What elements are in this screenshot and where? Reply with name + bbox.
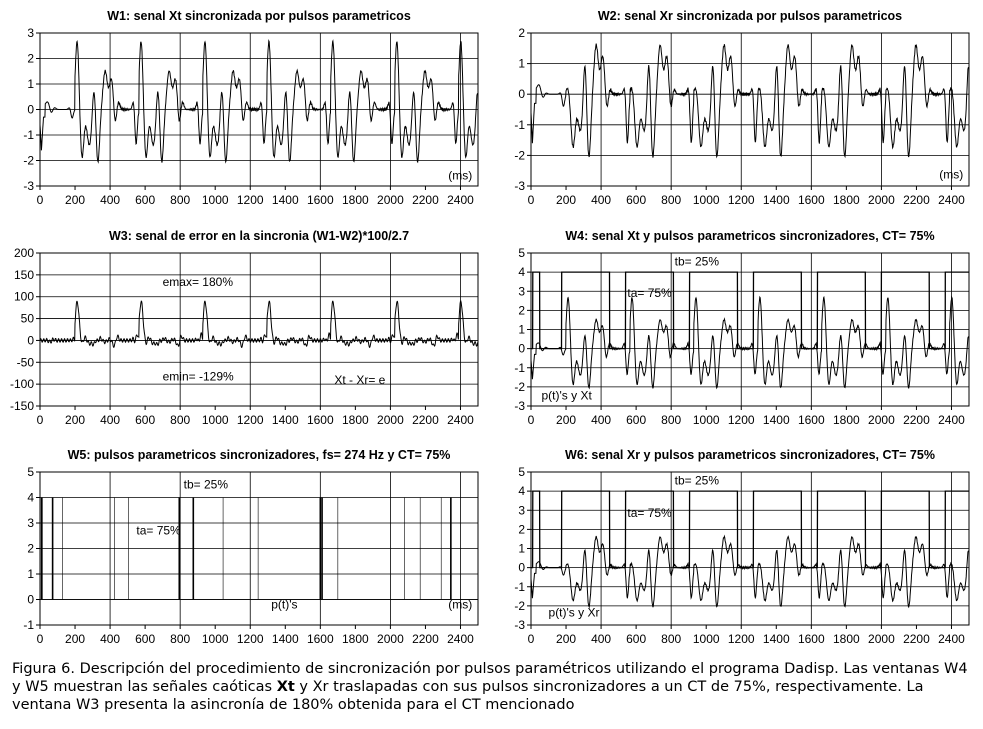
x-tick-label: 1600 [797, 413, 825, 427]
annotation-label: (ms) [939, 167, 964, 182]
x-tick-label: 2000 [377, 413, 404, 427]
y-tick-label: 1 [27, 567, 34, 581]
caption-bold-xt: Xt [276, 679, 295, 695]
x-tick-label: 1400 [271, 413, 299, 427]
x-tick-label: 1800 [833, 632, 860, 646]
x-tick-label: 1400 [271, 632, 299, 646]
y-tick-label: -1 [514, 360, 525, 375]
x-tick-label: 1800 [833, 413, 860, 427]
x-tick-label: 1000 [201, 632, 229, 646]
y-tick-label: 0 [27, 333, 34, 348]
x-tick-label: 0 [527, 413, 535, 427]
annotation-label: ta= 75% [627, 505, 672, 520]
panel-title-w2: W2: senal Xr sincronizada por pulsos parametricos [597, 9, 903, 23]
x-tick-label: 1400 [762, 413, 790, 427]
x-tick-label: 800 [170, 632, 191, 646]
x-tick-label: 0 [527, 193, 535, 207]
x-tick-label: 1600 [306, 632, 334, 646]
annotation-label: tb= 25% [674, 254, 720, 269]
x-tick-label: 200 [65, 193, 86, 207]
annotation-label: ta= 75% [136, 523, 181, 538]
plot-frame [531, 33, 969, 186]
x-tick-label: 600 [626, 193, 647, 207]
annotation-label: emin= -129% [162, 369, 234, 384]
y-tick-label: 3 [27, 26, 34, 40]
signal-series-line [531, 44, 969, 158]
x-tick-label: 1000 [201, 413, 229, 427]
x-tick-label: 2400 [447, 632, 474, 646]
panel-w5 [23, 448, 478, 646]
y-tick-label: 4 [518, 265, 525, 280]
y-tick-label: -3 [514, 618, 525, 632]
x-tick-label: 2000 [868, 193, 895, 207]
annotation-label: tb= 25% [674, 473, 720, 488]
y-tick-label: 5 [518, 465, 525, 479]
x-tick-label: 1400 [762, 193, 790, 207]
x-tick-label: 800 [661, 632, 682, 646]
annotation-label: p(t)'s y Xr [548, 605, 600, 620]
x-tick-label: 1600 [797, 193, 825, 207]
x-tick-label: 0 [527, 632, 535, 646]
x-tick-label: 1400 [762, 632, 790, 646]
y-tick-label: 2 [518, 303, 525, 318]
x-tick-label: 2200 [903, 193, 930, 207]
panel-title-w1: W1: senal Xt sincronizada por pulsos parametricos [107, 9, 411, 23]
panel-w6 [514, 448, 969, 646]
x-tick-label: 800 [170, 193, 191, 207]
x-tick-label: 1800 [833, 193, 860, 207]
x-tick-label: 400 [591, 632, 612, 646]
y-tick-label: -3 [514, 179, 525, 193]
y-tick-label: 2 [27, 51, 34, 66]
x-tick-label: 2400 [938, 632, 965, 646]
x-tick-label: 2200 [903, 413, 930, 427]
y-tick-label: 5 [27, 465, 34, 479]
plot-frame [40, 253, 478, 406]
signal-series-line [531, 297, 969, 388]
x-tick-label: 2000 [868, 413, 895, 427]
y-tick-label: 0 [518, 87, 525, 102]
panel-w2 [514, 9, 969, 207]
x-tick-label: 600 [626, 632, 647, 646]
x-tick-label: 200 [556, 632, 577, 646]
x-tick-label: 1000 [201, 193, 229, 207]
x-tick-label: 1600 [306, 413, 334, 427]
x-tick-label: 2200 [903, 632, 930, 646]
x-tick-label: 1800 [342, 413, 369, 427]
annotation-label: tb= 25% [183, 477, 229, 492]
x-tick-label: 2200 [412, 413, 439, 427]
y-tick-label: -1 [23, 618, 34, 632]
x-tick-label: 1200 [727, 193, 755, 207]
y-tick-label: 2 [518, 26, 525, 40]
x-tick-label: 600 [626, 413, 647, 427]
x-tick-label: 0 [36, 193, 44, 207]
x-tick-label: 0 [36, 413, 44, 427]
y-tick-label: 0 [518, 341, 525, 356]
panel-w1 [23, 9, 478, 207]
y-tick-label: -50 [16, 355, 34, 370]
panel-w4 [514, 229, 969, 427]
y-tick-label: 200 [13, 246, 34, 260]
x-tick-label: 1800 [342, 193, 369, 207]
x-tick-label: 200 [65, 632, 86, 646]
y-tick-label: 0 [27, 592, 34, 607]
x-tick-label: 2000 [377, 193, 404, 207]
x-tick-label: 600 [135, 193, 156, 207]
panel-title-w5: W5: pulsos parametricos sincronizadores, fs= 274 Hz y CT= 75% [67, 448, 451, 462]
y-tick-label: 3 [518, 284, 525, 299]
x-tick-label: 2400 [938, 413, 965, 427]
x-tick-label: 200 [556, 193, 577, 207]
y-tick-label: 4 [27, 490, 34, 505]
x-tick-label: 1400 [271, 193, 299, 207]
x-tick-label: 2400 [447, 193, 474, 207]
x-tick-label: 1000 [692, 193, 720, 207]
panel-title-w6: W6: senal Xr y pulsos parametricos sincronizadores, CT= 75% [565, 448, 935, 462]
x-tick-label: 1000 [692, 632, 720, 646]
y-tick-label: -3 [23, 179, 34, 193]
x-tick-label: 2000 [868, 632, 895, 646]
annotation-label: ta= 75% [627, 285, 672, 300]
y-tick-label: 100 [13, 289, 34, 304]
x-tick-label: 600 [135, 632, 156, 646]
y-tick-label: 5 [518, 246, 525, 260]
annotation-label: Xt - Xr= e [334, 373, 386, 388]
x-tick-label: 1200 [727, 413, 755, 427]
y-tick-label: 1 [518, 541, 525, 556]
y-tick-label: 150 [13, 267, 34, 282]
y-tick-label: -2 [514, 379, 525, 394]
y-tick-label: -1 [514, 579, 525, 594]
x-tick-label: 2400 [938, 193, 965, 207]
x-tick-label: 400 [100, 632, 121, 646]
y-tick-label: -2 [514, 598, 525, 613]
y-tick-label: 4 [518, 484, 525, 499]
x-tick-label: 2000 [377, 632, 404, 646]
annotation-label: (ms) [448, 168, 473, 183]
x-tick-label: 1600 [797, 632, 825, 646]
y-tick-label: -1 [514, 117, 525, 132]
annotation-label: p(t)'s [271, 597, 298, 612]
x-tick-label: 200 [65, 413, 86, 427]
panel-w3 [10, 229, 478, 427]
x-tick-label: 2400 [447, 413, 474, 427]
y-tick-label: -3 [514, 399, 525, 413]
y-tick-label: 1 [27, 77, 34, 91]
x-tick-label: 1000 [692, 413, 720, 427]
x-tick-label: 1200 [236, 413, 264, 427]
y-tick-label: 2 [27, 541, 34, 556]
x-tick-label: 800 [661, 413, 682, 427]
panel-title-w4: W4: senal Xt y pulsos parametricos sincronizadores, CT= 75% [565, 229, 935, 243]
x-tick-label: 200 [556, 413, 577, 427]
x-tick-label: 1800 [342, 632, 369, 646]
x-tick-label: 1200 [236, 632, 264, 646]
x-tick-label: 800 [170, 413, 191, 427]
annotation-label: (ms) [448, 597, 473, 612]
x-tick-label: 2200 [412, 193, 439, 207]
x-tick-label: 0 [36, 632, 44, 646]
caption-text-part1: Figura 6. Descripción del procedimiento de sincronización por pulsos paramétricos utilizando el programa Dadisp. Las ventanas W4 y W5 muestran las señales caóticas [12, 661, 968, 695]
y-tick-label: 3 [518, 503, 525, 518]
y-tick-label: 50 [20, 311, 34, 326]
y-tick-label: -100 [9, 377, 34, 392]
annotation-label: p(t)'s y Xt [541, 388, 592, 403]
y-tick-label: 2 [518, 522, 525, 537]
signal-series-line [40, 41, 478, 163]
caption-text-part2: y Xr traslapadas con sus pulsos sincronizadores a un CT de 75%, respectivamente. La ventana W3 presenta la asincronía de 180% obtenida para el CT mencionado [12, 679, 924, 713]
y-tick-label: 0 [27, 102, 34, 117]
x-tick-label: 600 [135, 413, 156, 427]
y-tick-label: 0 [518, 560, 525, 575]
figure-caption [12, 660, 974, 714]
x-tick-label: 400 [100, 193, 121, 207]
x-tick-label: 1600 [306, 193, 334, 207]
y-tick-label: -150 [9, 399, 34, 413]
y-tick-label: 3 [27, 516, 34, 530]
y-tick-label: 1 [518, 322, 525, 337]
panel-title-w3: W3: senal de error en la sincronia (W1-W2)*100/2.7 [108, 229, 410, 243]
x-tick-label: 2200 [412, 632, 439, 646]
x-tick-label: 400 [591, 413, 612, 427]
x-tick-label: 400 [591, 193, 612, 207]
x-tick-label: 800 [661, 193, 682, 207]
y-tick-label: -2 [514, 148, 525, 163]
x-tick-label: 400 [100, 413, 121, 427]
x-tick-label: 1200 [727, 632, 755, 646]
y-tick-label: -1 [23, 128, 34, 142]
y-tick-label: -2 [23, 153, 34, 168]
annotation-label: emax= 180% [162, 274, 234, 289]
signal-series-line [531, 536, 969, 607]
y-tick-label: 1 [518, 56, 525, 71]
x-tick-label: 1200 [236, 193, 264, 207]
